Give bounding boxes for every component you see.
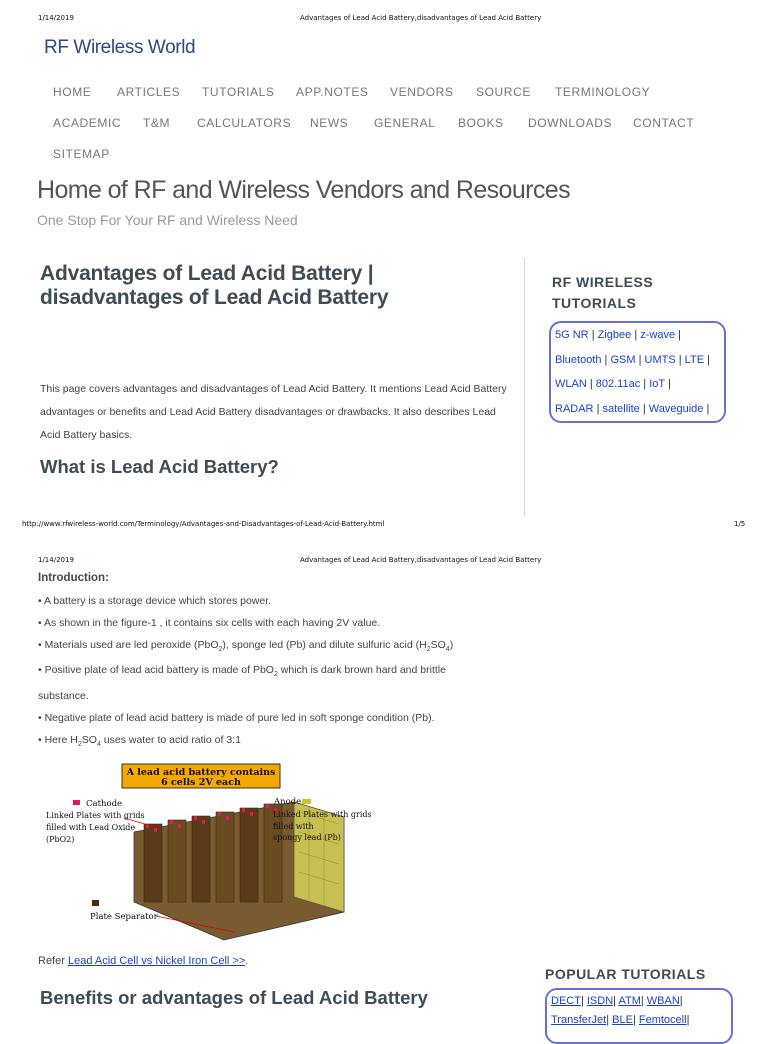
nav-academic[interactable]: ACADEMIC [53, 116, 122, 130]
article-heading [40, 262, 510, 310]
sidebar-popular-links: DECT| ISDN| ATM| WBAN| TransferJet| BLE| Femtocell| [545, 988, 733, 1044]
cathode-desc-1: Linked Plates with grids [46, 811, 145, 820]
nav-row-1 [53, 85, 733, 101]
nav-row-3 [53, 147, 733, 163]
cathode-desc-3: (PbO2) [46, 835, 75, 844]
banner-title: Home of RF and Wireless Vendors and Resources [37, 176, 570, 204]
nav-source[interactable]: SOURCE [476, 85, 531, 99]
sidebar-rf-heading-line-1: RF WIRELESS [552, 274, 654, 290]
bullet-4: • Positive plate of lead acid battery is made of PbO$_2$ which is dark brown hard and brittle substance. [38, 664, 446, 703]
anode-desc-2: filled with [273, 822, 314, 831]
nav-vendors[interactable]: VENDORS [390, 85, 454, 99]
column-divider [524, 258, 525, 516]
nav-books[interactable]: BOOKS [458, 116, 504, 130]
sidebar-popular-heading: POPULAR TUTORIALS [545, 966, 706, 982]
link-zigbee[interactable]: Zigbee [597, 329, 632, 341]
site-title[interactable]: RF Wireless World [44, 37, 196, 58]
link-radar[interactable]: RADAR [555, 402, 594, 415]
bullet-3: • Materials used are led peroxide (PbO$_2$), sponge led (Pb) and dilute sulfuric acid $(H_2SO_4)$ [38, 638, 454, 653]
link-satellite[interactable]: satellite [602, 402, 640, 415]
link-transferjet[interactable]: TransferJet [551, 1014, 607, 1026]
print-date-2: 1/14/2019 [38, 556, 74, 564]
link-femtocell[interactable]: Femtocell [638, 1014, 687, 1026]
print-title: Advantages of Lead Acid Battery,disadvantages of Lead Acid Battery [300, 14, 542, 22]
separator-swatch [92, 900, 99, 906]
introduction-label: Introduction: [38, 572, 109, 584]
link-dect[interactable]: DECT [551, 995, 581, 1007]
sidebar-rf-heading [552, 272, 653, 314]
print-url: http://www.rfwireless-world.com/Terminology/Advantages-and-Disadvantages-of-Lead-Acid-Battery.html [22, 520, 385, 528]
figure-banner-line-2: 6 cells 2V each [161, 777, 241, 788]
benefits-heading: Benefits or advantages of Lead Acid Battery [40, 987, 428, 1008]
anode-desc-3: spongy lead (Pb) [273, 833, 341, 842]
nav-terminology[interactable]: TERMINOLOGY [555, 85, 651, 99]
banner-subtitle: One Stop For Your RF and Wireless Need [37, 212, 298, 228]
cathode-label: Cathode [86, 799, 123, 809]
anode-desc-1: Linked Plates with grids [273, 810, 372, 819]
sidebar-rf-heading-line-2: TUTORIALS [552, 295, 637, 311]
bullet-6: • Here $H_2SO_4$ uses water to acid ratio of 3:1 [38, 733, 241, 749]
anode-swatch [302, 799, 311, 804]
cathode-swatch [73, 800, 80, 805]
refer-link[interactable]: Lead Acid Cell vs Nickel Iron Cell >> [67, 955, 246, 967]
what-is-heading: What is Lead Acid Battery? [40, 456, 279, 477]
bullet-5: • Negative plate of lead acid battery is made of pure led in soft sponge condition (Pb). [38, 712, 435, 725]
nav-news[interactable]: NEWS [310, 116, 349, 130]
nav-general[interactable]: GENERAL [374, 116, 436, 130]
cathode-desc-2: filled with Lead Oxide [46, 823, 136, 832]
figure-banner-line-1: A lead acid battery contains [126, 767, 276, 778]
link-5g-nr[interactable]: 5G NR [555, 329, 589, 341]
nav-tm[interactable]: T&M [143, 116, 171, 130]
article-heading-line-2: disadvantages of Lead Acid Battery [40, 286, 389, 309]
article-heading-line-1: Advantages of Lead Acid Battery | [40, 262, 374, 285]
link-atm[interactable]: ATM [618, 995, 641, 1007]
nav-contact[interactable]: CONTACT [633, 116, 695, 130]
anode-label: Anode [274, 797, 302, 807]
link-lte[interactable]: LTE [684, 353, 705, 366]
nav-articles[interactable]: ARTICLES [117, 85, 181, 99]
link-iot[interactable]: IoT [649, 378, 665, 390]
link-ble[interactable]: BLE [612, 1014, 633, 1026]
nav-home[interactable]: HOME [53, 85, 92, 99]
article-intro: This page covers advantages and disadvantages of Lead Acid Battery. It mentions Lead Acid Battery advantages or benefits and Lead Acid Battery disadvantages or drawbacks. It also describes Lead Acid Battery basics. [40, 383, 507, 441]
link-bluetooth[interactable]: Bluetooth [555, 353, 602, 366]
lead-acid-battery-figure [44, 762, 384, 942]
print-date: 1/14/2019 [38, 14, 74, 22]
link-isdn[interactable]: ISDN [586, 995, 614, 1007]
bullet-2: • As shown in the figure-1 , it contains six cells with each having 2V value. [38, 616, 381, 629]
nav-sitemap[interactable]: SITEMAP [53, 147, 110, 161]
link-umts[interactable]: UMTS [644, 353, 676, 366]
link-waveguide[interactable]: Waveguide [648, 402, 704, 415]
bullet-1: • A battery is a storage device which stores power. [38, 595, 272, 607]
nav-appnotes[interactable]: APP.NOTES [296, 85, 369, 99]
nav-tutorials[interactable]: TUTORIALS [202, 85, 275, 99]
print-page-number: 1/5 [734, 520, 746, 528]
nav-downloads[interactable]: DOWNLOADS [528, 116, 613, 130]
print-title-2: Advantages of Lead Acid Battery,disadvantages of Lead Acid Battery [300, 556, 542, 564]
link-gsm[interactable]: GSM [610, 353, 636, 366]
sidebar-rf-links: 5G NR | Zigbee | z-wave | Bluetooth | GSM | UMTS | LTE | WLAN | 802.11ac | IoT | RADAR | satellite | Waveguide | [549, 321, 726, 423]
intro-bullets [38, 591, 498, 756]
refer-line: Refer Lead Acid Cell vs Nickel Iron Cell >>. [38, 955, 249, 967]
nav-row-2 [53, 116, 733, 132]
separator-label: Plate Separator [90, 912, 158, 922]
link-wlan[interactable]: WLAN [555, 378, 587, 390]
link-wban[interactable]: WBAN [646, 995, 680, 1007]
nav-calculators[interactable]: CALCULATORS [197, 116, 292, 130]
link-80211ac[interactable]: 802.11ac [595, 378, 641, 390]
link-z-wave[interactable]: z-wave [640, 329, 676, 341]
